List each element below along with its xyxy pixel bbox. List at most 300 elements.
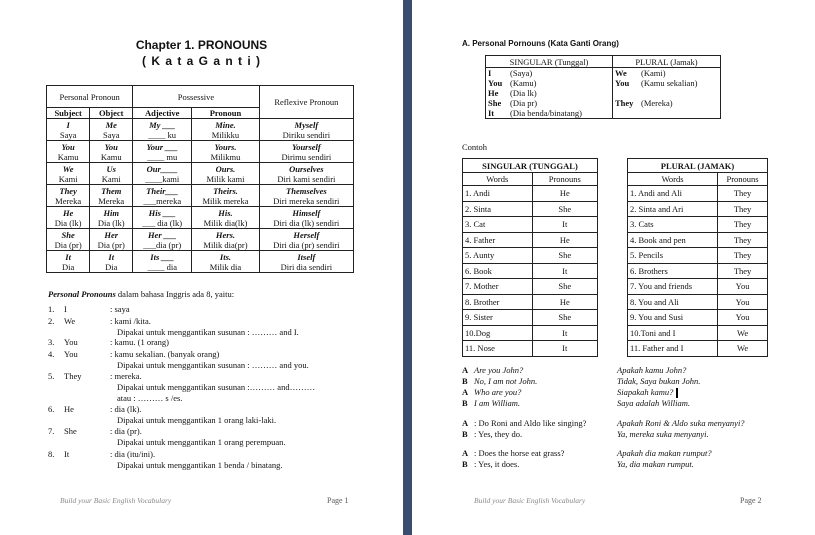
- list-explanation-2: atau : ……… s /es.: [117, 393, 183, 403]
- indonesian-word: ___mereka: [143, 195, 182, 206]
- word-cell: 10.Dog: [463, 325, 533, 341]
- indonesian-word: ___dia (pr): [143, 239, 182, 250]
- dialog-indonesian-text: Ya, mereka suka menyanyi.: [617, 429, 709, 439]
- indonesian-word: Dia (lk): [97, 217, 125, 228]
- cell-object: [90, 229, 133, 251]
- book-spine: [403, 0, 412, 535]
- dialog-english: : Yes, it does.: [474, 459, 520, 469]
- word-cell: 5. Aunty: [463, 248, 533, 264]
- section-heading: A. Personal Pornouns (Kata Ganti Orang): [462, 39, 619, 48]
- dialog-indonesian-text: Ya, dia makan rumput.: [617, 459, 694, 469]
- list-number: 6.: [48, 404, 55, 414]
- cell-reflexive: [259, 119, 353, 141]
- english-word: Ourselves: [289, 163, 324, 174]
- pronoun-meaning: (Dia pr): [510, 98, 538, 108]
- speaker: A: [462, 418, 469, 428]
- pronoun: You: [615, 78, 630, 88]
- word-cell: 9. You and Susi: [628, 310, 718, 326]
- dialog-indonesian: [617, 429, 709, 439]
- list-explanation: Dipakai untuk menggantikan susunan : ……… and I.: [117, 327, 299, 337]
- indonesian-word: Milik kami: [206, 173, 245, 184]
- pronoun-cell: They: [718, 232, 768, 248]
- pronoun-meaning: (Mereka): [641, 98, 673, 108]
- dialog-english: : Do Roni and Aldo like singing?: [474, 418, 587, 428]
- pronoun-meaning: (Kami): [641, 68, 666, 78]
- english-word: Herself: [293, 229, 320, 240]
- pronoun-cell: You: [718, 279, 768, 295]
- list-word: I: [64, 304, 67, 314]
- pronoun-meaning: (Kamu): [510, 78, 537, 88]
- list-number: 1.: [48, 304, 55, 314]
- indonesian-word: Kamu: [57, 151, 79, 162]
- list-meaning: : dia (itu/ini).: [110, 449, 156, 459]
- cell-subject: [47, 229, 90, 251]
- cell-adjective: [133, 185, 192, 207]
- word-cell: 11. Father and I: [628, 341, 718, 357]
- header-pronoun: Pronoun: [192, 108, 259, 119]
- pronoun-cell: It: [532, 263, 597, 279]
- list-meaning: : kamu. (1 orang): [110, 337, 170, 347]
- word-cell: 1. Andi: [463, 186, 533, 202]
- english-word: Her: [104, 229, 119, 240]
- table-row: [47, 185, 354, 207]
- chapter-subtitle: ( K a t a G a n t i ): [141, 54, 261, 68]
- header-plural: PLURAL (Jamak): [613, 56, 721, 68]
- cell-object: [90, 163, 133, 185]
- dialog-english: : Yes, they do.: [474, 429, 523, 439]
- word-cell: 11. Nose: [463, 341, 533, 357]
- pronoun-cell: It: [532, 217, 597, 233]
- pronoun-cell: She: [532, 279, 597, 295]
- dialog-indonesian: [617, 459, 694, 469]
- pronoun: We: [615, 68, 627, 78]
- dialog-english: Who are you?: [474, 387, 522, 397]
- list-word: He: [64, 404, 74, 414]
- singular-entry: [488, 108, 610, 118]
- cell-adjective: [133, 163, 192, 185]
- indonesian-word: Milikmu: [210, 151, 241, 162]
- dialog-indonesian-text: Tidak, Saya bukan John.: [617, 376, 701, 386]
- dialog-indonesian-text: Apakah dia makan rumput?: [617, 448, 712, 458]
- table-row: [628, 310, 768, 326]
- speaker: A: [462, 387, 469, 397]
- word-cell: 3. Cats: [628, 217, 718, 233]
- list-number: 4.: [48, 349, 55, 359]
- list-word: You: [64, 349, 78, 359]
- english-word: It: [65, 251, 71, 262]
- english-word: Me: [105, 119, 117, 130]
- indonesian-word: Milikku: [211, 129, 240, 140]
- list-explanation: Dipakai untuk menggantikan 1 orang laki-laki.: [117, 415, 277, 425]
- table-row: [628, 263, 768, 279]
- table-row: [628, 279, 768, 295]
- word-cell: 7. Mother: [463, 279, 533, 295]
- cell-subject: [47, 119, 90, 141]
- singular-plural-table: [485, 55, 721, 119]
- table-row: [47, 163, 354, 185]
- cell-adjective: [133, 251, 192, 273]
- plural-title: PLURAL (JAMAK): [628, 159, 768, 173]
- english-word: Us: [106, 163, 116, 174]
- cell-object: [90, 185, 133, 207]
- english-word: She: [61, 229, 75, 240]
- page-number: Page 1: [327, 496, 349, 505]
- list-meaning: : kamu sekalian. (banyak orang): [110, 349, 220, 359]
- header-adjective: Adjective: [133, 108, 192, 119]
- word-cell: 10.Toni and I: [628, 325, 718, 341]
- list-word: We: [64, 316, 76, 326]
- list-meaning: : dia (pr).: [110, 426, 142, 436]
- table-row: [628, 186, 768, 202]
- list-meaning: : mereka.: [110, 371, 142, 381]
- indonesian-word: Milik dia(lk): [203, 217, 248, 228]
- cell-adjective: [133, 141, 192, 163]
- pronoun: They: [615, 98, 634, 108]
- indonesian-word: Saya: [102, 129, 120, 140]
- header-personal: Personal Pronoun: [47, 86, 133, 108]
- indonesian-word: Dia (lk): [54, 217, 82, 228]
- cell-reflexive: [259, 251, 353, 273]
- pronoun-cell: She: [532, 310, 597, 326]
- indonesian-word: Diri dia (lk) sendiri: [273, 217, 340, 228]
- cell-pronoun: [192, 141, 259, 163]
- list-number: 8.: [48, 449, 55, 459]
- plural-example-table: [627, 158, 768, 357]
- list-meaning: : saya: [110, 304, 130, 314]
- indonesian-word: Milik dia(pr): [203, 239, 248, 250]
- plural-entry: [615, 88, 718, 98]
- cell-adjective: [133, 207, 192, 229]
- list-meaning: : dia (lk).: [110, 404, 142, 414]
- table-row: [463, 248, 598, 264]
- pronoun-cell: It: [532, 325, 597, 341]
- table-row: [47, 229, 354, 251]
- indonesian-word: Diri dia sendiri: [280, 261, 333, 272]
- pronoun-cell: We: [718, 325, 768, 341]
- list-explanation: Dipakai untuk menggantikan susunan : ……… and you.: [117, 360, 309, 370]
- indonesian-word: Saya: [59, 129, 77, 140]
- indonesian-word: ____kami: [145, 173, 180, 184]
- text-cursor: [676, 388, 678, 398]
- indonesian-word: Kami: [101, 173, 121, 184]
- footer-text: Build your Basic English Vocabulary: [60, 496, 172, 505]
- page-2: [412, 0, 815, 535]
- cell-subject: [47, 251, 90, 273]
- table-row: [463, 325, 598, 341]
- plural-entry: [615, 108, 718, 118]
- english-word: Yours.: [214, 141, 237, 152]
- intro-rest: dalam bahasa Inggris ada 8, yaitu:: [115, 289, 235, 299]
- indonesian-word: Dia (pr): [54, 239, 82, 250]
- cell-pronoun: [192, 207, 259, 229]
- plural-entry: [615, 78, 718, 88]
- indonesian-word: Dirimu sendiri: [281, 151, 332, 162]
- pronoun-meaning: (Dia lk): [510, 88, 537, 98]
- header-singular: SINGULAR (Tunggal): [486, 56, 613, 68]
- pronoun-cell: He: [532, 186, 597, 202]
- dialog-indonesian: [617, 418, 745, 428]
- english-word: Him: [103, 207, 120, 218]
- dialog-indonesian-text: Apakah kamu John?: [617, 365, 687, 375]
- speaker: A: [462, 448, 469, 458]
- word-cell: 6. Brothers: [628, 263, 718, 279]
- english-word: His.: [218, 207, 233, 218]
- table-row: [47, 207, 354, 229]
- english-word: Theirs.: [213, 185, 238, 196]
- indonesian-word: Kami: [58, 173, 78, 184]
- list-explanation: Dipakai untuk menggantikan 1 orang perempuan.: [117, 437, 286, 447]
- list-meaning: : kami /kita.: [110, 316, 151, 326]
- pronoun-cell: You: [718, 294, 768, 310]
- english-word: Ours.: [215, 163, 236, 174]
- english-word: Mine.: [215, 119, 236, 130]
- word-cell: 3. Cat: [463, 217, 533, 233]
- header-possessive: Possessive: [133, 86, 260, 108]
- english-word: My ___: [149, 119, 176, 130]
- indonesian-word: ___ dia (lk): [142, 217, 183, 228]
- english-word: Them: [101, 185, 122, 196]
- table-row: [463, 201, 598, 217]
- indonesian-word: Dia (pr): [97, 239, 125, 250]
- table-row: [463, 279, 598, 295]
- speaker: A: [462, 365, 469, 375]
- col-pronouns: Pronouns: [532, 173, 597, 186]
- speaker: B: [462, 376, 468, 386]
- singular-title: SINGULAR (TUNGGAL): [463, 159, 598, 173]
- chapter-title: Chapter 1. PRONOUNS: [135, 38, 268, 52]
- english-word: Hers.: [215, 229, 236, 240]
- list-number: 7.: [48, 426, 55, 436]
- pronoun-cell: It: [532, 341, 597, 357]
- cell-reflexive: [259, 229, 353, 251]
- english-word: Your ___: [146, 141, 178, 152]
- speaker: B: [462, 429, 468, 439]
- table-row: [628, 294, 768, 310]
- table-row: [628, 201, 768, 217]
- cell-reflexive: [259, 141, 353, 163]
- english-word: His ___: [148, 207, 176, 218]
- table-row: [463, 341, 598, 357]
- english-word: I: [66, 119, 70, 130]
- english-word: You: [61, 141, 75, 152]
- plural-entry: [615, 98, 718, 108]
- pronoun: He: [488, 88, 499, 98]
- table-row: [628, 325, 768, 341]
- cell-pronoun: [192, 163, 259, 185]
- word-cell: 4. Father: [463, 232, 533, 248]
- english-word: Its.: [219, 251, 232, 262]
- table-row: [47, 251, 354, 273]
- pronoun: She: [488, 98, 502, 108]
- header-reflexive: Reflexive Pronoun: [259, 86, 353, 119]
- plural-entry: [615, 68, 718, 78]
- pronoun-cell: They: [718, 201, 768, 217]
- english-word: It: [108, 251, 115, 262]
- intro-italic: Personal Pronouns: [48, 289, 116, 299]
- dialog-indonesian-text: Saya adalah William.: [617, 398, 690, 408]
- english-word: Our____: [146, 163, 178, 174]
- col-words: Words: [463, 173, 533, 186]
- cell-subject: [47, 185, 90, 207]
- dialog-english: I am William.: [474, 398, 521, 408]
- cell-reflexive: [259, 163, 353, 185]
- table-row: [463, 186, 598, 202]
- table-row: [463, 294, 598, 310]
- contoh-label: Contoh: [462, 142, 488, 152]
- page-1: [0, 0, 403, 535]
- cell-pronoun: [192, 119, 259, 141]
- pronoun: It: [488, 108, 495, 118]
- pronoun-cell: They: [718, 263, 768, 279]
- cell-object: [90, 207, 133, 229]
- word-cell: 6. Book: [463, 263, 533, 279]
- word-cell: 8. Brother: [463, 294, 533, 310]
- indonesian-word: Diri kami sendiri: [277, 173, 336, 184]
- english-word: Their___: [146, 185, 179, 196]
- word-cell: 7. You and friends: [628, 279, 718, 295]
- cell-adjective: [133, 229, 192, 251]
- speaker: B: [462, 459, 468, 469]
- dialog-english: : Does the horse eat grass?: [474, 448, 565, 458]
- singular-entry: [488, 98, 610, 108]
- pronoun-cell: He: [532, 232, 597, 248]
- pronoun-cell: They: [718, 186, 768, 202]
- table-row: [628, 248, 768, 264]
- singular-entry: [488, 68, 610, 78]
- english-word: Themselves: [286, 185, 327, 196]
- pronoun-cell: She: [532, 201, 597, 217]
- pronoun-cell: She: [532, 248, 597, 264]
- english-word: Yourself: [291, 141, 321, 152]
- pronoun-cell: They: [718, 248, 768, 264]
- list-number: 2.: [48, 316, 55, 326]
- cell-object: [90, 251, 133, 273]
- list-number: 5.: [48, 371, 55, 381]
- cell-pronoun: [192, 251, 259, 273]
- table-row: [463, 263, 598, 279]
- dialog-indonesian: [617, 398, 690, 408]
- pronoun: You: [488, 78, 503, 88]
- table-row: [47, 119, 354, 141]
- cell-object: [90, 119, 133, 141]
- dialog-indonesian-text: Siapakah kamu?: [617, 387, 674, 397]
- dialog-english: Are you John?: [474, 365, 524, 375]
- dialog-indonesian: [617, 448, 712, 458]
- indonesian-word: ____ dia: [147, 261, 177, 272]
- header-subject: Subject: [47, 108, 90, 119]
- intro-line: [48, 289, 234, 299]
- pronoun-meaning: (Kamu sekalian): [641, 78, 698, 88]
- table-row: [628, 217, 768, 233]
- list-word: It: [64, 449, 70, 459]
- dialog-indonesian: [617, 387, 678, 398]
- english-word: They: [59, 185, 77, 196]
- singular-entry: [488, 88, 610, 98]
- cell-pronoun: [192, 229, 259, 251]
- indonesian-word: Diri mereka sendiri: [273, 195, 340, 206]
- word-cell: 2. Sinta: [463, 201, 533, 217]
- pronoun-meaning: (Saya): [510, 68, 533, 78]
- word-cell: 4. Book and pen: [628, 232, 718, 248]
- table-row: [463, 232, 598, 248]
- english-word: Himself: [292, 207, 321, 218]
- indonesian-word: Mereka: [98, 195, 125, 206]
- word-cell: 9. Sister: [463, 310, 533, 326]
- indonesian-word: Dia: [105, 261, 118, 272]
- word-cell: 2. Sinta and Ari: [628, 201, 718, 217]
- word-cell: 5. Pencils: [628, 248, 718, 264]
- singular-entry: [488, 78, 610, 88]
- english-word: Its ___: [150, 251, 175, 262]
- word-cell: 8. You and Ali: [628, 294, 718, 310]
- cell-subject: [47, 207, 90, 229]
- dialog-indonesian: [617, 376, 700, 386]
- list-word: You: [64, 337, 78, 347]
- indonesian-word: Dia: [61, 261, 75, 272]
- table-row: [463, 310, 598, 326]
- word-cell: 1. Andi and Ali: [628, 186, 718, 202]
- cell-reflexive: [259, 207, 353, 229]
- indonesian-word: Kamu: [100, 151, 122, 162]
- cell-pronoun: [192, 185, 259, 207]
- pronoun-cell: We: [718, 341, 768, 357]
- dialog-indonesian-text: Apakah Roni & Aldo suka menyanyi?: [617, 418, 745, 428]
- indonesian-word: ____ mu: [147, 151, 178, 162]
- cell-subject: [47, 141, 90, 163]
- footer-text: Build your Basic English Vocabulary: [474, 496, 586, 505]
- english-word: We: [62, 163, 74, 174]
- cell-reflexive: [259, 185, 353, 207]
- pronoun: I: [488, 68, 492, 78]
- indonesian-word: Mereka: [55, 195, 82, 206]
- dialog-english: No, I am not John.: [474, 376, 538, 386]
- pronoun-cell: He: [532, 294, 597, 310]
- english-word: He: [62, 207, 74, 218]
- pronoun-cell: You: [718, 310, 768, 326]
- list-word: They: [64, 371, 82, 381]
- indonesian-word: Diriku sendiri: [282, 129, 331, 140]
- pronoun-cell: They: [718, 217, 768, 233]
- pronoun-table: [46, 85, 354, 273]
- list-number: 3.: [48, 337, 55, 347]
- english-word: You: [104, 141, 118, 152]
- english-word: Myself: [294, 119, 319, 130]
- table-row: [628, 232, 768, 248]
- list-explanation: Dipakai untuk menggantikan susunan :……… and………: [117, 382, 316, 392]
- dialog-indonesian: [617, 365, 686, 375]
- list-word: She: [64, 426, 77, 436]
- header-object: Object: [90, 108, 133, 119]
- col-pronouns: Pronouns: [718, 173, 768, 186]
- english-word: Her ___: [147, 229, 177, 240]
- indonesian-word: Milik dia: [209, 261, 242, 272]
- indonesian-word: Milik mereka: [202, 195, 249, 206]
- english-word: Itself: [297, 251, 316, 262]
- table-row: [463, 217, 598, 233]
- page-number: Page 2: [740, 496, 762, 505]
- cell-object: [90, 141, 133, 163]
- table-row: [628, 341, 768, 357]
- singular-example-table: [462, 158, 598, 357]
- list-explanation: Dipakai untuk menggantikan 1 benda / binatang.: [117, 460, 283, 470]
- cell-subject: [47, 163, 90, 185]
- table-row: [47, 141, 354, 163]
- cell-adjective: [133, 119, 192, 141]
- col-words: Words: [628, 173, 718, 186]
- indonesian-word: ____ ku: [148, 129, 177, 140]
- speaker: B: [462, 398, 468, 408]
- indonesian-word: Diri dia (pr) sendiri: [273, 239, 340, 250]
